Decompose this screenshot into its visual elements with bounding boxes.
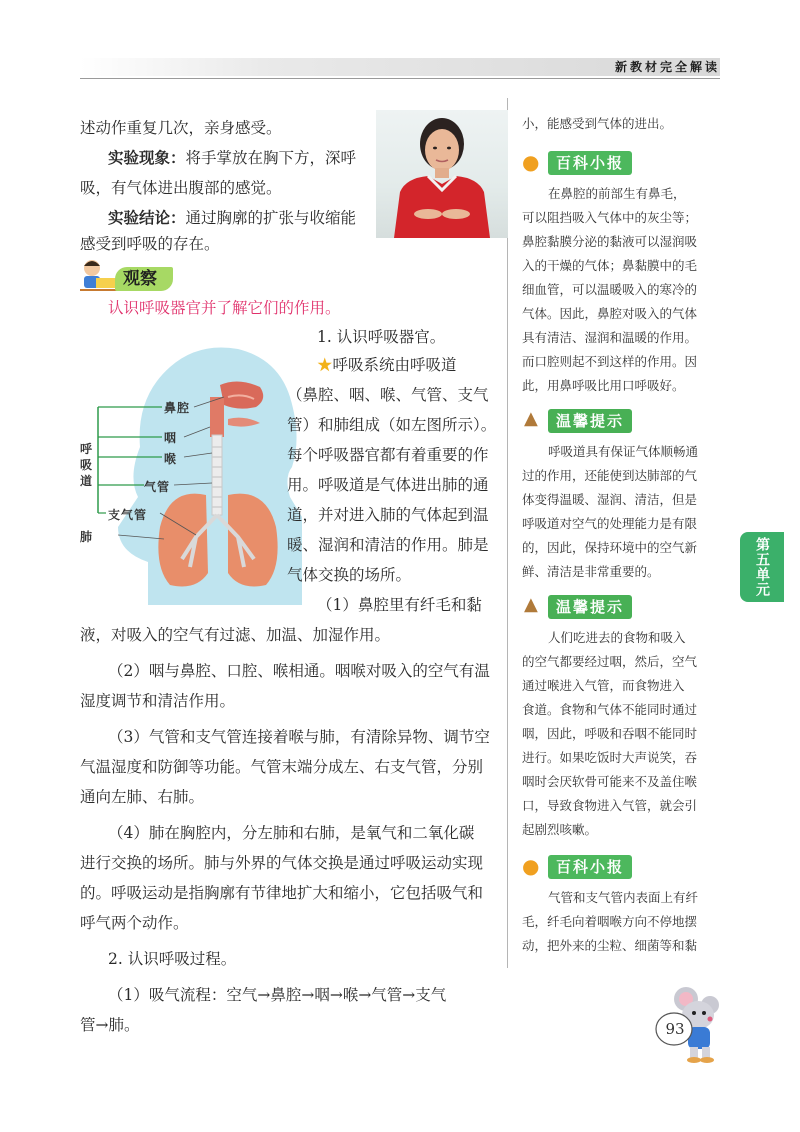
conclusion-text: 通过胸廓的扩张与收缩能	[185, 209, 357, 227]
section-3-line-2: 气温湿度和防御等功能。气管末端分成左、右支气管，分别	[80, 758, 484, 776]
box2-line: 呼吸道对空气的处理能力是有限	[522, 516, 698, 531]
section-1-title: 1. 认识呼吸器官。	[317, 328, 446, 346]
section-3-line-1: （3）气管和支气管连接着喉与肺，有清除异物、调节空	[108, 728, 490, 746]
box1-line: 细血管，可以温暖吸入的寒冷的	[522, 282, 698, 297]
box1-line: 可以阻挡吸入气体中的灰尘等；	[522, 210, 698, 225]
label-larynx: 喉	[164, 452, 178, 466]
girl-breathing-photo	[376, 110, 508, 238]
box3-line: 进行。如果吃饭时大声说笑，吞	[522, 750, 698, 765]
phenomenon-text: 将手掌放在胸下方，深呼	[185, 149, 357, 167]
tag-3-label: 温馨提示	[548, 595, 632, 619]
section-3-line-3: 通向左肺、右肺。	[80, 788, 205, 806]
label-pharynx: 咽	[164, 431, 178, 445]
box3-line: 口，导致食物进入气管，就会引	[522, 798, 698, 813]
box1-line: 而口腔则起不到这样的作用。因	[522, 354, 698, 369]
section-1-line-4: 每个呼吸器官都有着重要的作	[287, 446, 489, 464]
box2-line: 呼吸道具有保证气体顺畅通	[548, 444, 699, 459]
section-1-line-3: 管）和肺组成（如左图所示）。	[287, 416, 497, 434]
box2-line: 过的作用，还能使到达肺部的气	[522, 468, 698, 483]
box2-line: 体变得温暖、湿润、清洁，但是	[522, 492, 698, 507]
label-bronchus: 支气管	[108, 508, 148, 522]
encyclopedia-tag-2	[522, 852, 632, 882]
box3-line: 起剧烈咳嗽。	[522, 822, 598, 837]
label-tract-1: 呼	[80, 442, 94, 456]
label-tract-2: 吸	[80, 458, 94, 472]
box3-line: 咽，因此，呼吸和吞咽不能同时	[522, 726, 698, 741]
section-1-line-5: 用。呼吸道是气体进出肺的通	[287, 476, 489, 494]
box3-line: 的空气都要经过咽，然后，空气	[522, 654, 698, 669]
box2-line: 鲜、清洁是非常重要的。	[522, 564, 660, 579]
section-4-line-1: （4）肺在胸腔内，分左肺和右肺，是氧气和二氧化碳	[108, 824, 475, 842]
box3-line: 人们吃进去的食物和吸入	[548, 630, 686, 645]
paragraph-intro: 述动作重复几次，亲身感受。	[80, 119, 282, 137]
owl-icon: ▲	[524, 408, 538, 429]
section-1-line-1: ★呼吸系统由呼吸道	[317, 356, 457, 374]
box1-line: 具有清洁、湿润和温暖的作用。	[522, 330, 698, 345]
box1-line: 气体。因此，鼻腔对吸入的气体	[522, 306, 698, 321]
section-4-line-4: 呼气两个动作。	[80, 914, 189, 932]
section-2-line-2: 湿度调节和清洁作用。	[80, 692, 236, 710]
tag-4-label: 百科小报	[548, 855, 632, 879]
right-top-text: 小，能感受到气体的进出。	[522, 116, 673, 131]
box1-line: 此，用鼻呼吸比用口呼吸好。	[522, 378, 685, 393]
box1-line: 入的干燥的气体；鼻黏膜中的毛	[522, 258, 698, 273]
box3-line: 通过喉进入气管，而食物进入	[522, 678, 685, 693]
section-1-line-9: （1）鼻腔里有纤毛和黏	[317, 596, 482, 614]
section-5-line-2: 管→肺。	[80, 1016, 140, 1034]
section-1-line-8: 气体交换的场所。	[287, 566, 412, 584]
owl-icon: ▲	[524, 594, 538, 615]
header-title: 新教材完全解读	[614, 60, 720, 74]
phenomenon-text-2: 吸，有气体进出腹部的感觉。	[80, 179, 282, 197]
box3-line: 食道。食物和气体不能同时通过	[522, 702, 698, 717]
unit-side-tab: 第五单元	[740, 532, 784, 602]
section-1-line-7: 暖、湿润和清洁的作用。肺是	[287, 536, 489, 554]
conclusion-label: 实验结论：	[108, 208, 186, 227]
label-tract-3: 道	[80, 474, 94, 488]
encyclopedia-tag-1	[522, 148, 632, 178]
tips-tag-1	[522, 406, 632, 436]
box1-line: 在鼻腔的前部生有鼻毛，	[548, 186, 686, 201]
section-1-line-10: 液，对吸入的空气有过滤、加温、加湿作用。	[80, 626, 391, 644]
label-nasal-cavity: 鼻腔	[164, 401, 191, 415]
tips-tag-2	[522, 592, 632, 622]
box4-line: 动，把外来的尘粒、细菌等和黏	[522, 938, 698, 953]
observe-label: 观察	[115, 267, 173, 291]
tag-2-label: 温馨提示	[548, 409, 632, 433]
experiment-phenomenon	[108, 143, 380, 173]
box2-line: 的，因此，保持环境中的空气新	[522, 540, 698, 555]
page-number: 93	[665, 1020, 685, 1038]
box1-line: 鼻腔黏膜分泌的黏液可以湿润吸	[522, 234, 698, 249]
section-2-line-1: （2）咽与鼻腔、口腔、喉相通。咽喉对吸入的空气有温	[108, 662, 490, 680]
label-lung: 肺	[80, 530, 94, 544]
section-4-line-2: 进行交换的场所。肺与外界的气体交换是通过呼吸运动实现	[80, 854, 484, 872]
star-icon: ★	[317, 356, 333, 374]
box4-line: 气管和支气管内表面上有纤	[548, 890, 699, 905]
box4-line: 毛，纤毛向着咽喉方向不停地摆	[522, 914, 698, 929]
section-1-line-2: （鼻腔、咽、喉、气管、支气	[287, 386, 489, 404]
section-4-line-3: 的。呼吸运动是指胸廓有节律地扩大和缩小，它包括吸气和	[80, 884, 484, 902]
child-reading-icon	[78, 258, 120, 292]
tag-1-label: 百科小报	[548, 151, 632, 175]
respiratory-system-diagram	[78, 327, 302, 605]
bulb-icon: ●	[522, 150, 540, 174]
box3-line: 咽时会厌软骨可能来不及盖住喉	[522, 774, 698, 789]
section-5-title: 2. 认识呼吸过程。	[108, 950, 237, 968]
section-1-line-6: 道，并对进入肺的气体起到温	[287, 506, 489, 524]
label-trachea: 气管	[144, 480, 171, 494]
section-5-line-1: （1）吸气流程：空气→鼻腔→咽→喉→气管→支气	[108, 986, 447, 1004]
observe-subtitle: 认识呼吸器官并了解它们的作用。	[108, 299, 341, 317]
bulb-icon: ●	[522, 854, 540, 878]
conclusion-text-2: 感受到呼吸的存在。	[80, 235, 220, 253]
header-rule	[80, 78, 720, 79]
phenomenon-label: 实验现象：	[108, 148, 186, 167]
